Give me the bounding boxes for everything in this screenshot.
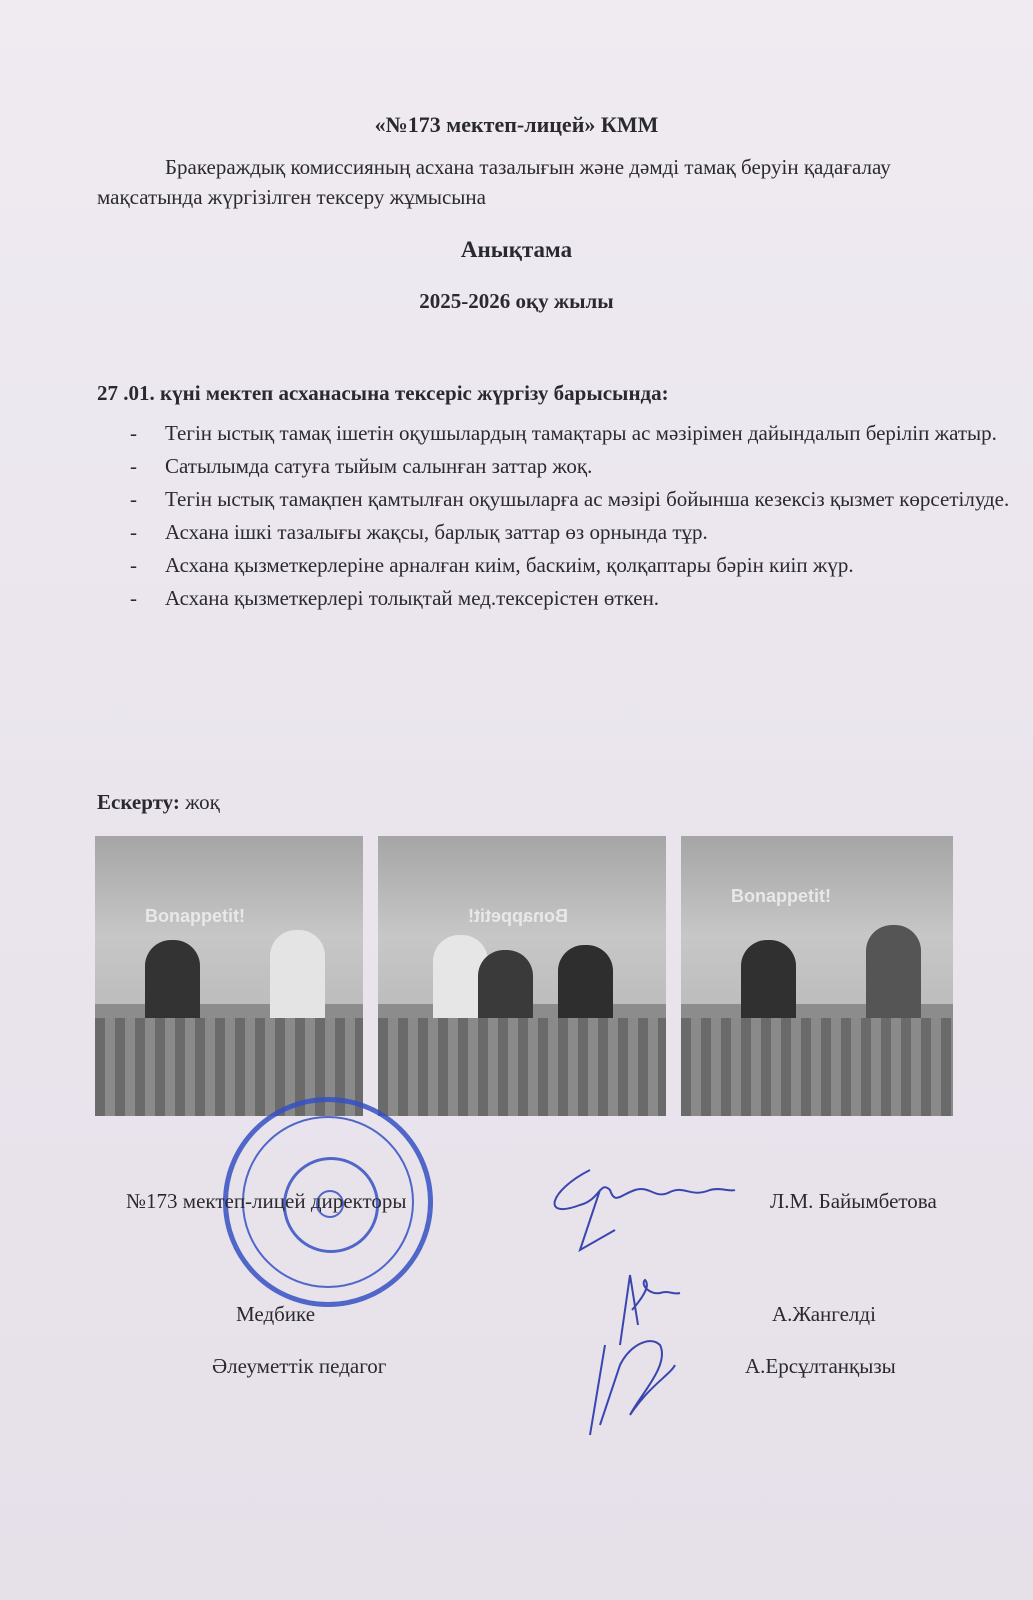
- photo-sign-text: Bonappetit!: [468, 906, 568, 926]
- finding-item: - Сатылымда сатуға тыйым салынған заттар жоқ.: [130, 451, 1010, 482]
- photo-sign-text: Bonappetit!: [145, 906, 245, 926]
- note-line: [97, 790, 220, 815]
- document-title: Анықтама: [460, 237, 573, 262]
- note-label: Ескерту:: [97, 790, 180, 814]
- school-year: 2025-2026 оқу жылы: [419, 289, 614, 313]
- note-value: жоқ: [185, 790, 220, 814]
- photo-sign-text: Bonappetit!: [731, 886, 831, 906]
- signatory-role-director: №173 мектеп-лицей директоры: [126, 1189, 407, 1213]
- signature-nurse-icon: [560, 1265, 700, 1445]
- finding-item: - Асхана қызметкерлеріне арналған киім, баскиім, қолқаптары бәрін киіп жүр.: [130, 550, 1010, 581]
- finding-item: - Тегін ыстық тамақ ішетін оқушылардың тамақтары ас мәзірімен дайындалып беріліп жатыр.: [130, 418, 1010, 449]
- signatory-name-nurse: А.Жангелді: [772, 1302, 876, 1326]
- intro-paragraph: Бракераждық комиссияның асхана тазалығын және дәмді тамақ беруін қадағалау мақсатында жүргізілген тексеру жұмысына: [97, 155, 891, 209]
- findings-list: [130, 418, 1010, 616]
- signatory-name-director: Л.М. Байымбетова: [770, 1189, 937, 1213]
- organization-title: «№173 мектеп-лицей» КММ: [374, 112, 659, 137]
- signature-director-icon: [540, 1160, 740, 1260]
- finding-item: - Асхана ішкі тазалығы жақсы, барлық заттар өз орнында тұр.: [130, 517, 1010, 548]
- inspection-date-line: 27 .01. күні мектеп асханасына тексеріс жүргізу барысында:: [97, 381, 669, 405]
- canteen-photo-2: [378, 836, 666, 1116]
- finding-item: - Тегін ыстық тамақпен қамтылған оқушыларға ас мәзірі бойынша кезексіз қызмет көрсетілуде.: [130, 484, 1010, 515]
- signatory-role-nurse: Медбике: [236, 1302, 316, 1326]
- signatory-name-social-pedagogue: А.Ерсұлтанқызы: [745, 1354, 896, 1378]
- finding-item: - Асхана қызметкерлері толықтай мед.тексерістен өткен.: [130, 583, 1010, 614]
- canteen-photo-1: [95, 836, 363, 1116]
- canteen-photo-3: [681, 836, 953, 1116]
- signatory-role-social-pedagogue: Әлеуметтік педагог: [212, 1354, 387, 1378]
